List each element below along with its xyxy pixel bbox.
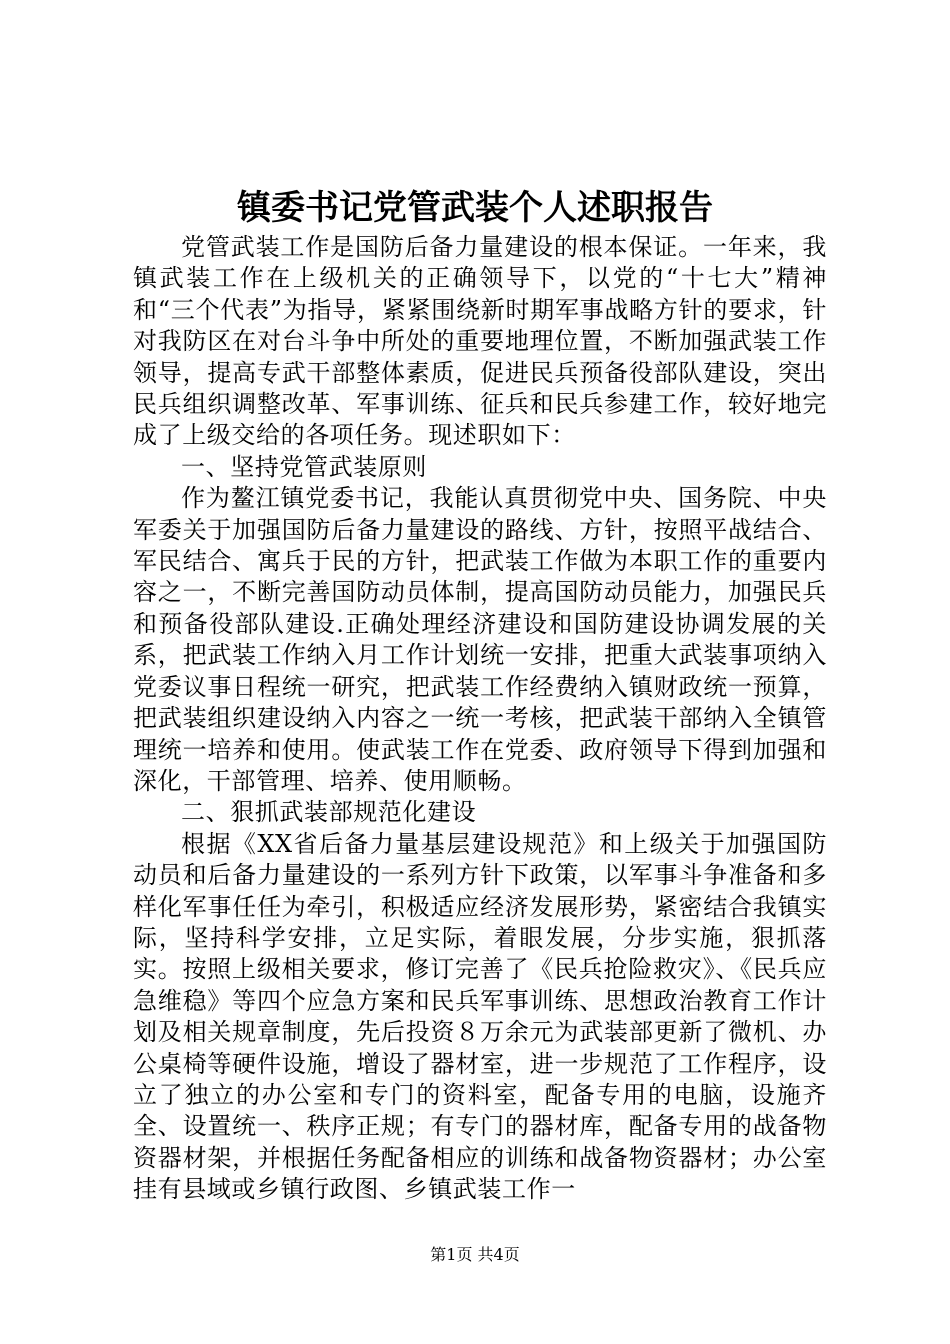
section-heading-2: 二、狠抓武装部规范化建设 — [181, 798, 477, 827]
document-body — [133, 232, 827, 1206]
paragraph-section-1: 作为鳌江镇党委书记，我能认真贯彻党中央、国务院、中央军委关于加强国防后备力量建设的路线、方针，按照平战结合、军民结合、寓兵于民的方针，把武装工作做为本职工作的重要内容之一，不断完善国防动员体制，提高国防动员能力，加强民兵和预备役部队建设.正确处理经济建设和国防建设协调发展的关系，把武装工作纳入月工作计划统一安排，把重大武装事项纳入党委议事日程统一研究，把武装工作经费纳入镇财政统一预算，把武装组织建设纳入内容之一统一考核，把武装干部纳入全镇管理统一培养和使用。使武装工作在党委、政府领导下得到加强和深化，干部管理、培养、使用顺畅。 — [133, 484, 827, 795]
section-heading-1: 一、坚持党管武装原则 — [181, 452, 427, 481]
document-title: 镇委书记党管武装个人述职报告 — [237, 188, 713, 228]
page-number-footer: 第1页 共4页 — [430, 1245, 520, 1264]
paragraph-section-2: 根据《XX省后备力量基层建设规范》和上级关于加强国防动员和后备力量建设的一系列方针下政策，以军事斗争准备和多样化军事任任为牵引，积极适应经济发展形势，紧密结合我镇实际，坚持科学安排，立足实际，着眼发展，分步实施，狠抓落实。按照上级相关要求，修订完善了《民兵抢险救灾》、《民兵应急维稳》等四个应急方案和民兵军事训练、思想政治教育工作计划及相关规章制度，先后投资８万余元为武装部更新了微机、办公桌椅等硬件设施，增设了器材室，进一步规范了工作程序，设立了独立的办公室和专门的资料室，配备专用的电脑，设施齐全、设置统一、秩序正规；有专门的器材库，配备专用的战备物资器材架，并根据任务配备相应的训练和战备物资器材；办公室挂有县域或乡镇行政图、乡镇武装工作一 — [133, 829, 827, 1204]
paragraph-intro: 党管武装工作是国防后备力量建设的根本保证。一年来，我镇武装工作在上级机关的正确领导下，以党的“十七大”精神和“三个代表”为指导，紧紧围绕新时期军事战略方针的要求，针对我防区在对台斗争中所处的重要地理位置，不断加强武装工作领导，提高专武干部整体素质，促进民兵预备役部队建设，突出民兵组织调整改革、军事训练、征兵和民兵参建工作，较好地完成了上级交给的各项任务。现述职如下： — [133, 233, 827, 450]
